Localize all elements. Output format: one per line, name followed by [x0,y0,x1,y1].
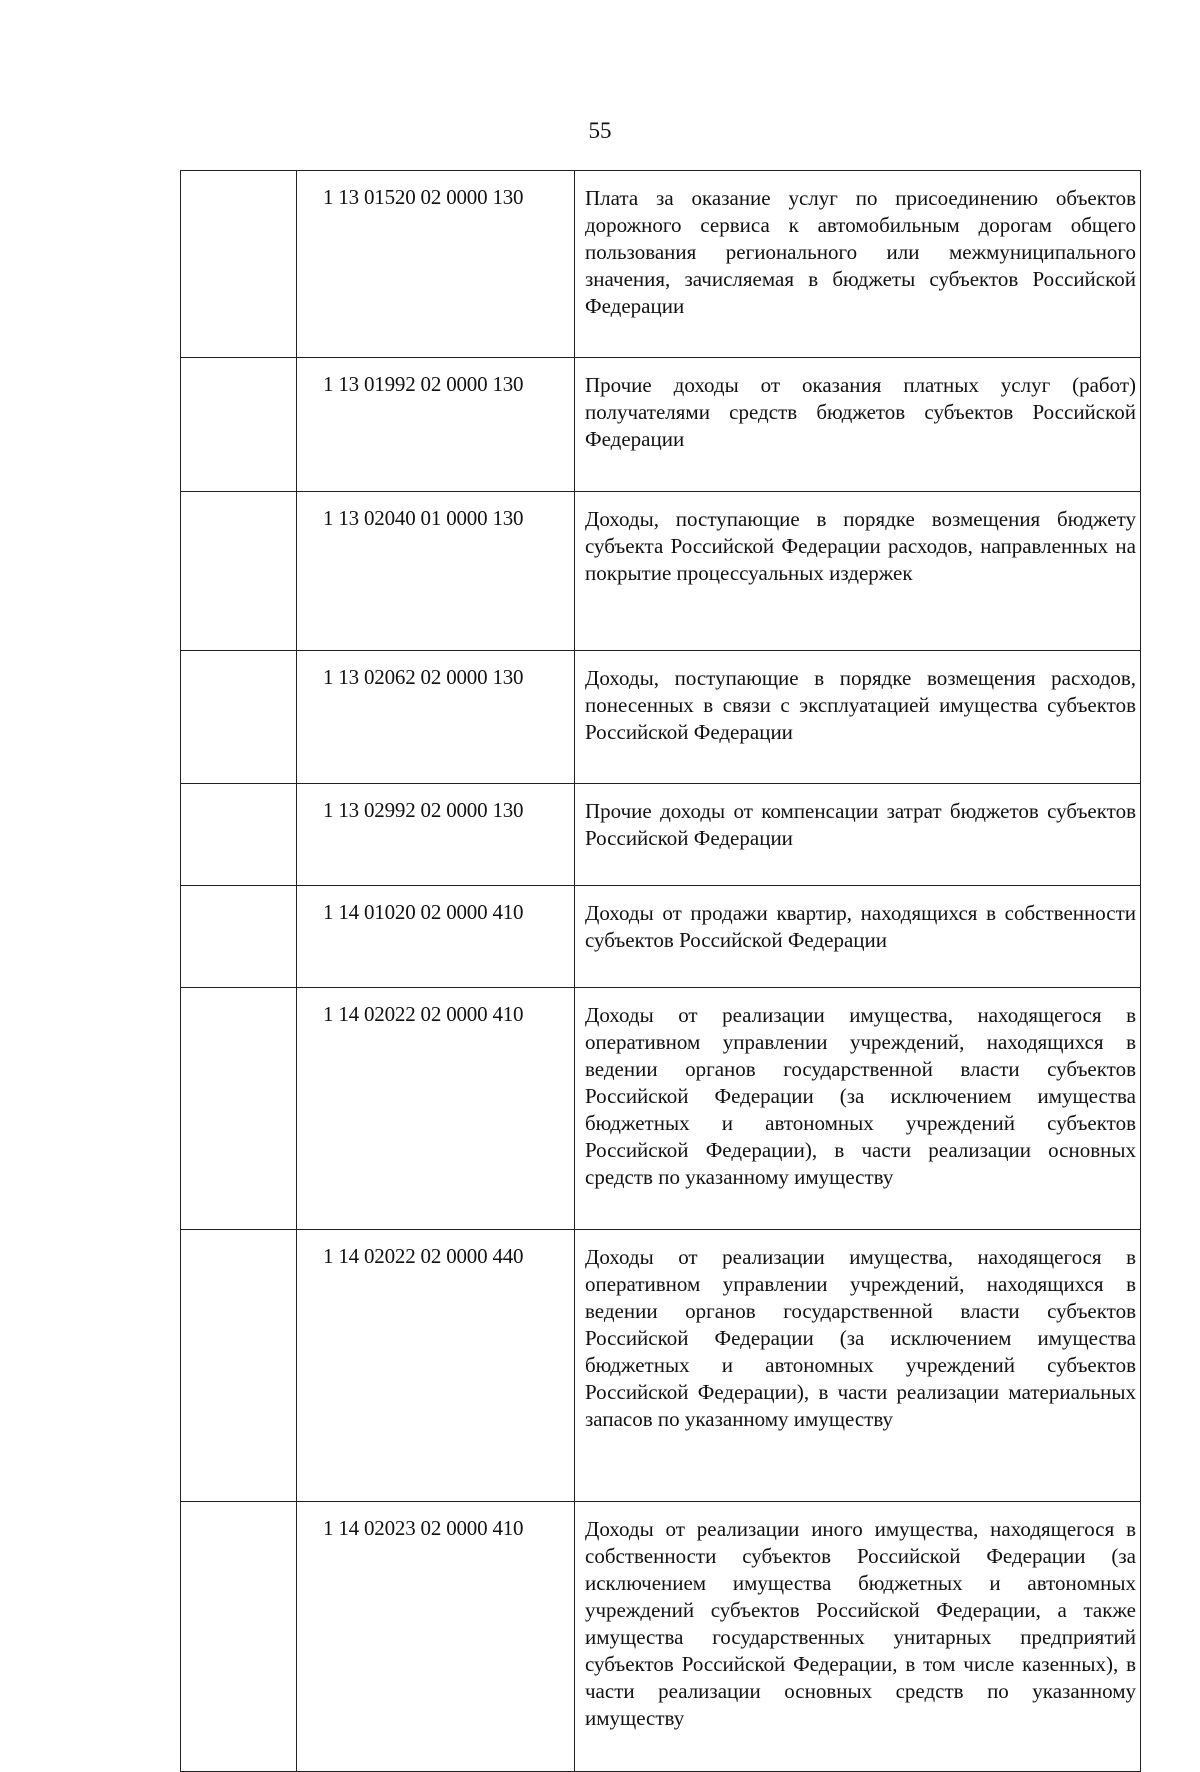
income-description: Плата за оказание услуг по присоединению объектов дорожного сервиса к автомобильным дорогам общего пользования регионального или межмуниципального значения, зачисляемая в бюджеты субъектов Российской Федерации [575,171,1141,358]
income-code: 1 13 02040 01 0000 130 [297,492,575,651]
budget-classification-table [180,170,1141,1772]
table-row [181,988,1141,1230]
admin-code-cell [181,784,297,886]
income-code: 1 14 02022 02 0000 410 [297,988,575,1230]
admin-code-cell [181,358,297,492]
income-code: 1 13 01992 02 0000 130 [297,358,575,492]
table-row [181,886,1141,988]
admin-code-cell [181,988,297,1230]
income-code: 1 14 02022 02 0000 440 [297,1230,575,1502]
table-row [181,1230,1141,1502]
table-row [181,358,1141,492]
income-description: Доходы от продажи квартир, находящихся в собственности субъектов Российской Федерации [575,886,1141,988]
admin-code-cell [181,492,297,651]
income-description: Доходы от реализации имущества, находящегося в оперативном управлении учреждений, находящихся в ведении органов государственной власти субъектов Российской Федерации (за исключением имущества бюджетных и автономных учреждений субъектов Российской Федерации), в части реализации материальных запасов по указанному имуществу [575,1230,1141,1502]
table-row [181,1502,1141,1772]
table-row [181,171,1141,358]
page-number: 55 [588,118,612,143]
income-description: Доходы, поступающие в порядке возмещения расходов, понесенных в связи с эксплуатацией имущества субъектов Российской Федерации [575,651,1141,784]
income-code: 1 14 01020 02 0000 410 [297,886,575,988]
income-description: Прочие доходы от оказания платных услуг (работ) получателями средств бюджетов субъектов Российской Федерации [575,358,1141,492]
admin-code-cell [181,651,297,784]
income-description: Прочие доходы от компенсации затрат бюджетов субъектов Российской Федерации [575,784,1141,886]
income-code: 1 14 02023 02 0000 410 [297,1502,575,1772]
table-row [181,784,1141,886]
admin-code-cell [181,1502,297,1772]
table-row [181,651,1141,784]
admin-code-cell [181,886,297,988]
income-description: Доходы от реализации иного имущества, находящегося в собственности субъектов Российской Федерации (за исключением имущества бюджетных и автономных учреждений субъектов Российской Федерации, а также имущества государственных унитарных предприятий субъектов Российской Федерации, в том числе казенных), в части реализации основных средств по указанному имуществу [575,1502,1141,1772]
income-code: 1 13 02062 02 0000 130 [297,651,575,784]
income-code: 1 13 01520 02 0000 130 [297,171,575,358]
admin-code-cell [181,171,297,358]
table-row [181,492,1141,651]
income-code: 1 13 02992 02 0000 130 [297,784,575,886]
admin-code-cell [181,1230,297,1502]
income-description: Доходы от реализации имущества, находящегося в оперативном управлении учреждений, находящихся в ведении органов государственной власти субъектов Российской Федерации (за исключением имущества бюджетных и автономных учреждений субъектов Российской Федерации), в части реализации основных средств по указанному имуществу [575,988,1141,1230]
income-description: Доходы, поступающие в порядке возмещения бюджету субъекта Российской Федерации расходов, направленных на покрытие процессуальных издержек [575,492,1141,651]
